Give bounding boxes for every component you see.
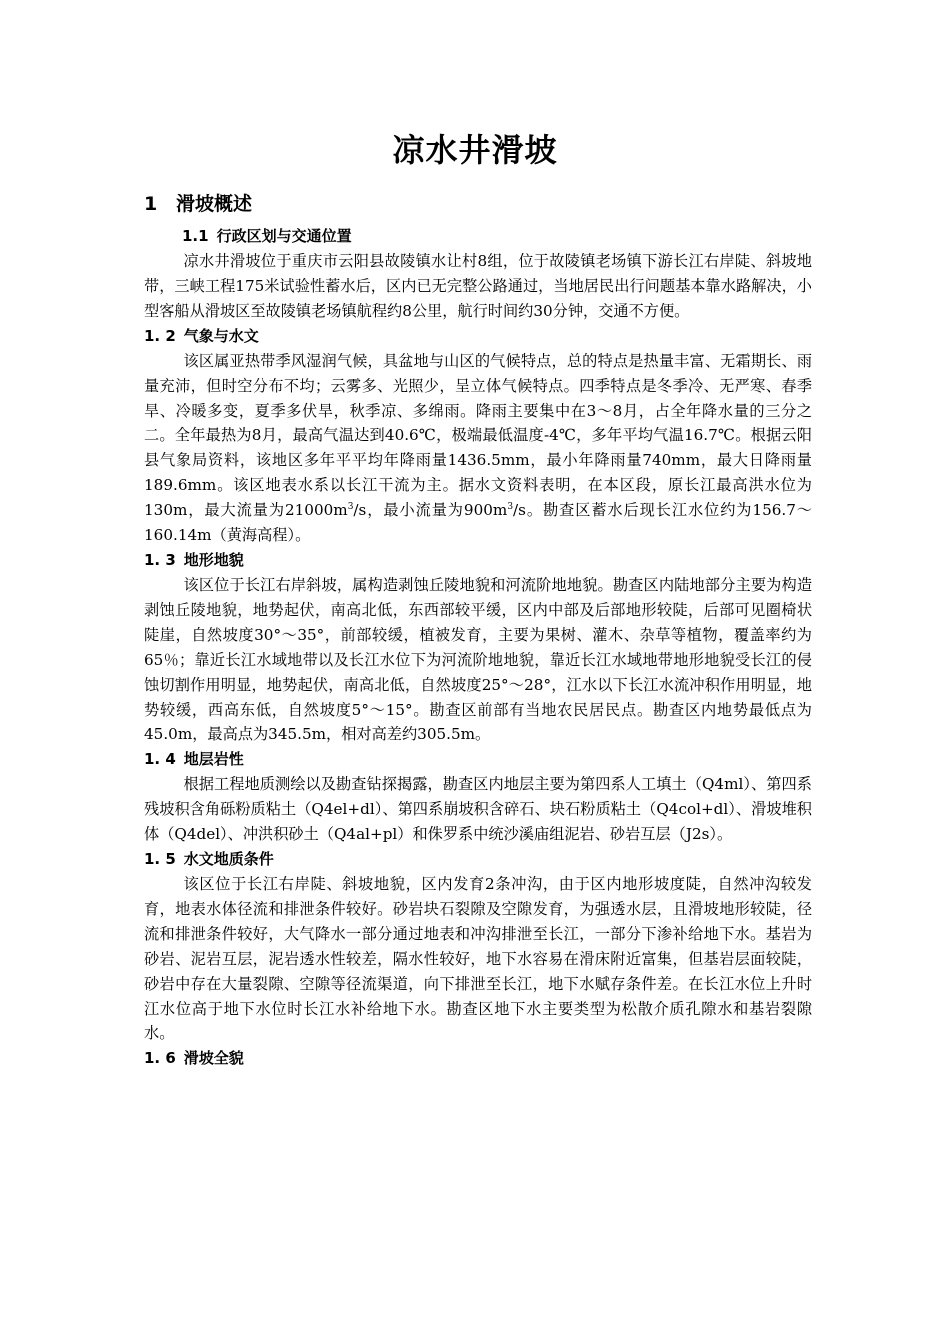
subsection-heading-1-6 <box>144 1046 812 1071</box>
paragraph-text: /s，最小流量为900m <box>353 501 508 520</box>
paragraph-terrain: 该区位于长江右岸斜坡，属构造剥蚀丘陵地貌和河流阶地地貌。勘查区内陆地部分主要为构造剥蚀丘陵地貌，地势起伏，南高北低，东西部较平缓，区内中部及后部地形较陡，后部可见圈椅状陡崖，自然坡度30°～35°，前部较缓，植被发育，主要为果树、灌木、杂草等植物，覆盖率约为65％；靠近长江水域地带以及长江水位下为河流阶地地貌，靠近长江水域地带地形地貌受长江的侵蚀切割作用明显，地势起伏，南高北低，自然坡度25°～28°，江水以下长江水流冲积作用明显，地势较缓，西高东低，自然坡度5°～15°。勘查区前部有当地农民居民点。勘查区内地势最低点为45.0m，最高点为345.5m，相对高差约305.5m。 <box>144 575 812 744</box>
subsection-title: 气象与水文 <box>183 326 259 345</box>
superscript: 3 <box>507 502 514 513</box>
paragraph-hydrogeology: 该区位于长江右岸陡、斜坡地貌，区内发育2条冲沟，由于区内地形坡度陡，自然冲沟较发育，地表水体径流和排泄条件较好。砂岩块石裂隙及空隙发育，为强透水层，且滑坡地形较陡，径流和排泄条件较好，大气降水一部分通过地表和冲沟排泄至长江，一部分下渗补给地下水。基岩为砂岩、泥岩互层，泥岩透水性较差，隔水性较好，地下水容易在滑床附近富集，但基岩层面较陡，砂岩中存在大量裂隙、空隙等径流渠道，向下排泄至长江，地下水赋存条件差。在长江水位上升时江水位高于地下水位时长江水补给地下水。勘查区地下水主要类型为松散介质孔隙水和基岩裂隙水。 <box>144 875 812 1043</box>
document-body <box>144 190 812 1071</box>
section-number: 1 <box>144 193 158 215</box>
superscript: 3 <box>347 502 354 513</box>
subsection-heading-1-4 <box>144 747 812 772</box>
paragraph-stratigraphy: 根据工程地质测绘以及勘查钻探揭露，勘查区内地层主要为第四系人工填土（Q4ml）、第四系残坡积含角砾粉质粘土（Q4el+dl）、第四系崩坡积含碎石、块石粉质粘土（Q4col+dl）、滑坡堆积体（Q4del）、冲洪积砂土（Q4al+pl）和侏罗系中统沙溪庙组泥岩、砂岩互层（J2s）。 <box>144 775 812 844</box>
subsection-heading-1-5 <box>144 847 812 872</box>
paragraph-climate-hydrology <box>144 349 812 548</box>
subsection-number: 1. 3 <box>144 550 176 569</box>
subsection-title: 水文地质条件 <box>183 850 274 869</box>
subsection-title: 滑坡全貌 <box>183 1049 244 1068</box>
subsection-heading-1-2 <box>144 324 812 349</box>
document-title: 凉水井滑坡 <box>392 131 558 169</box>
subsection-title: 行政区划与交通位置 <box>216 227 352 245</box>
subsection-heading-1-1 <box>144 224 812 249</box>
subsection-number: 1. 5 <box>144 850 176 869</box>
subsection-heading-1-3 <box>144 548 812 573</box>
subsection-number: 1. 6 <box>144 1049 176 1068</box>
section-title: 滑坡概述 <box>176 193 253 215</box>
subsection-title: 地形地貌 <box>183 550 244 569</box>
section-heading-1 <box>144 190 812 218</box>
subsection-title: 地层岩性 <box>183 750 244 769</box>
paragraph-text: 该区属亚热带季风湿润气候，具盆地与山区的气候特点，总的特点是热量丰富、无霜期长、雨量充沛，但时空分布不均；云雾多、光照少，呈立体气候特点。四季特点是冬季冷、无严寒、春季旱、冷暖多变，夏季多伏旱，秋季凉、多绵雨。降雨主要集中在3～8月，占全年降水量的三分之二。全年最热为8月，最高气温达到40.6℃，极端最低温度-4℃，多年平均气温16.7℃。根据云阳县气象局资料，该地区多年平平均年降雨量1436.5mm，最小年降雨量740mm，最大日降雨量189.6mm。该区地表水系以长江干流为主。据水文资料表明，在本区段，原长江最高洪水位为130m，最大流量为21000m <box>144 351 812 520</box>
subsection-number: 1. 2 <box>144 326 176 345</box>
paragraph-text: /s。勘查区蓄水后现长江水位约为156.7～160.14m（黄海高程）。 <box>144 501 812 545</box>
subsection-number: 1. 4 <box>144 750 176 769</box>
paragraph-admin-location: 凉水井滑坡位于重庆市云阳县故陵镇水让村8组，位于故陵镇老场镇下游长江右岸陡、斜坡地带，三峡工程175米试验性蓄水后，区内已无完整公路通过，当地居民出行问题基本靠水路解决，小型客船从滑坡区至故陵镇老场镇航程约8公里，航行时间约30分钟，交通不方便。 <box>144 252 812 320</box>
subsection-number: 1.1 <box>182 227 209 245</box>
